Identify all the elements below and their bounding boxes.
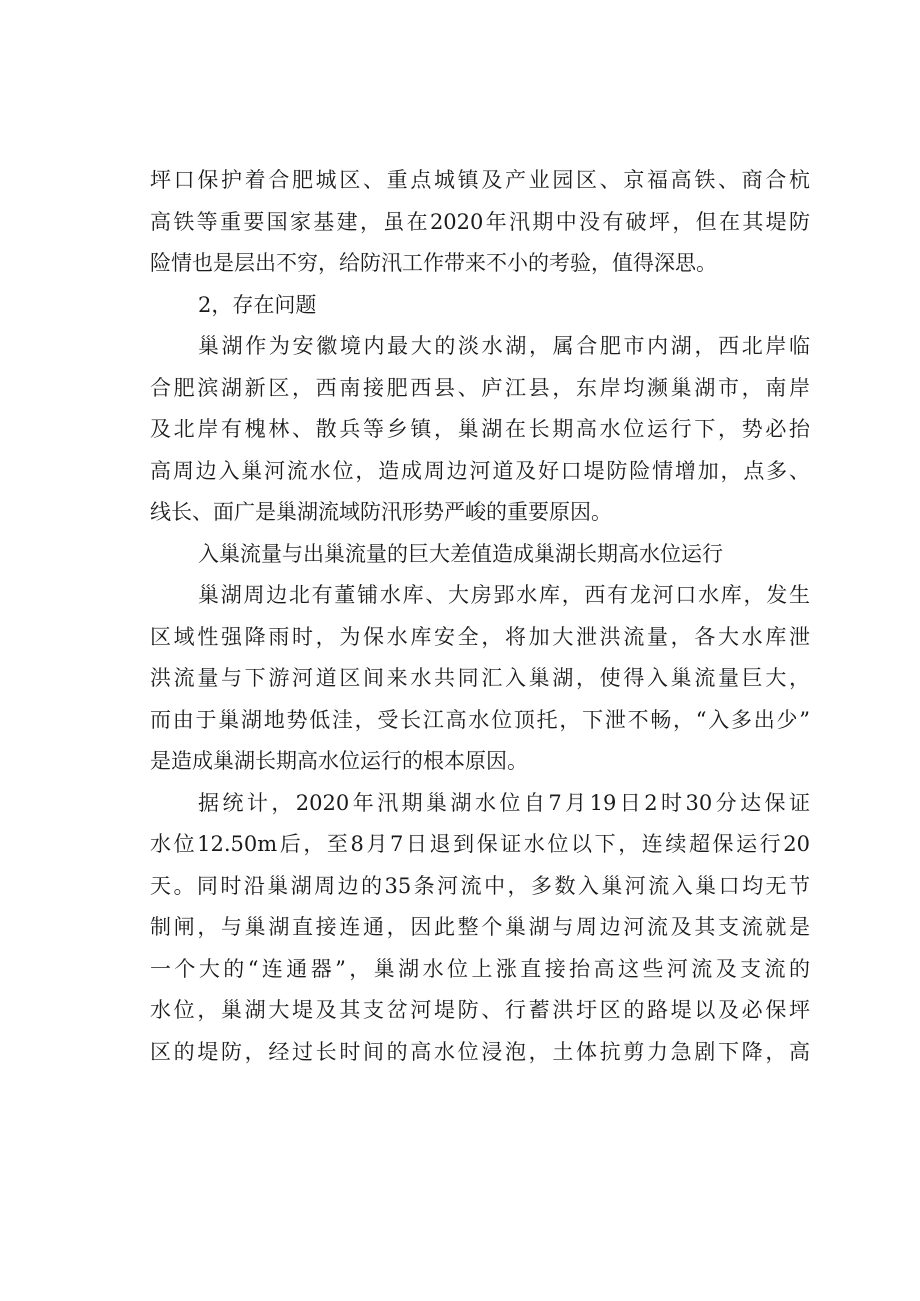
text-line: 巢湖周边北有董铺水库、大房郢水库，西有龙河口水库，发生 <box>198 583 810 607</box>
text-line: 而由于巢湖地势低洼，受长江高水位顶托，下泄不畅，“入多出少” <box>150 707 810 732</box>
text-line: 水位，巢湖大堤及其支岔河堤防、行蓄洪圩区的路堤以及必保坪 <box>150 998 810 1022</box>
text-line: 巢湖作为安徽境内最大的淡水湖，属合肥市内湖，西北岸临 <box>198 334 810 358</box>
text-line: 是造成巢湖长期高水位运行的根本原因。 <box>150 749 528 773</box>
text-line: 一个大的“连通器”，巢湖水位上涨直接抬高这些河流及支流的 <box>150 956 810 981</box>
paragraph-statistics <box>150 783 810 1074</box>
text-line: 险情也是层出不穷，给防汛工作带来不小的考验，值得深思。 <box>150 251 717 275</box>
document-body <box>150 160 810 1073</box>
text-line: 水位12.50m后，至8月7日退到保证水位以下，连续超保运行20 <box>150 832 810 856</box>
text-line: 区域性强降雨时，为保水库安全，将加大泄洪流量，各大水库泄 <box>150 624 810 649</box>
section-heading-problems <box>150 285 810 327</box>
text-line: 合肥滨湖新区，西南接肥西县、庐江县，东岸均濒巢湖市，南岸 <box>150 375 810 400</box>
text-line: 洪流量与下游河道区间来水共同汇入巢湖，使得入巢流量巨大， <box>150 666 810 690</box>
paragraph-flood-safety <box>150 160 810 285</box>
text-line: 天。同时沿巢湖周边的35条河流中，多数入巢河流入巢口均无节 <box>150 873 810 898</box>
text-line: 高周边入巢河流水位，造成周边河道及好口堤防险情增加，点多、 <box>150 458 810 483</box>
text-line: 区的堤防，经过长时间的高水位浸泡，土体抗剪力急剧下降，高 <box>150 1039 810 1064</box>
subheading: 入巢流量与出巢流量的巨大差值造成巢湖长期高水位运行 <box>198 541 723 566</box>
text-line: 制闸，与巢湖直接连通，因此整个巢湖与周边河流及其支流就是 <box>150 915 810 939</box>
text-line: 线长、面广是巢湖流域防汛形势严峻的重要原因。 <box>150 500 612 524</box>
subheading-flow-difference <box>150 534 810 576</box>
paragraph-chaohu-overview <box>150 326 810 534</box>
text-line: 高铁等重要国家基建，虽在2020年汛期中没有破坪，但在其堤防 <box>150 209 810 234</box>
section-heading: 2，存在问题 <box>198 292 317 317</box>
text-line: 坪口保护着合肥城区、重点城镇及产业园区、京福高铁、商合杭 <box>150 168 810 192</box>
text-line: 及北岸有槐林、散兵等乡镇，巢湖在长期高水位运行下，势必抬 <box>150 417 810 441</box>
text-line: 据统计，2020年汛期巢湖水位自7月19日2时30分达保证 <box>198 790 810 815</box>
paragraph-reservoirs <box>150 575 810 783</box>
